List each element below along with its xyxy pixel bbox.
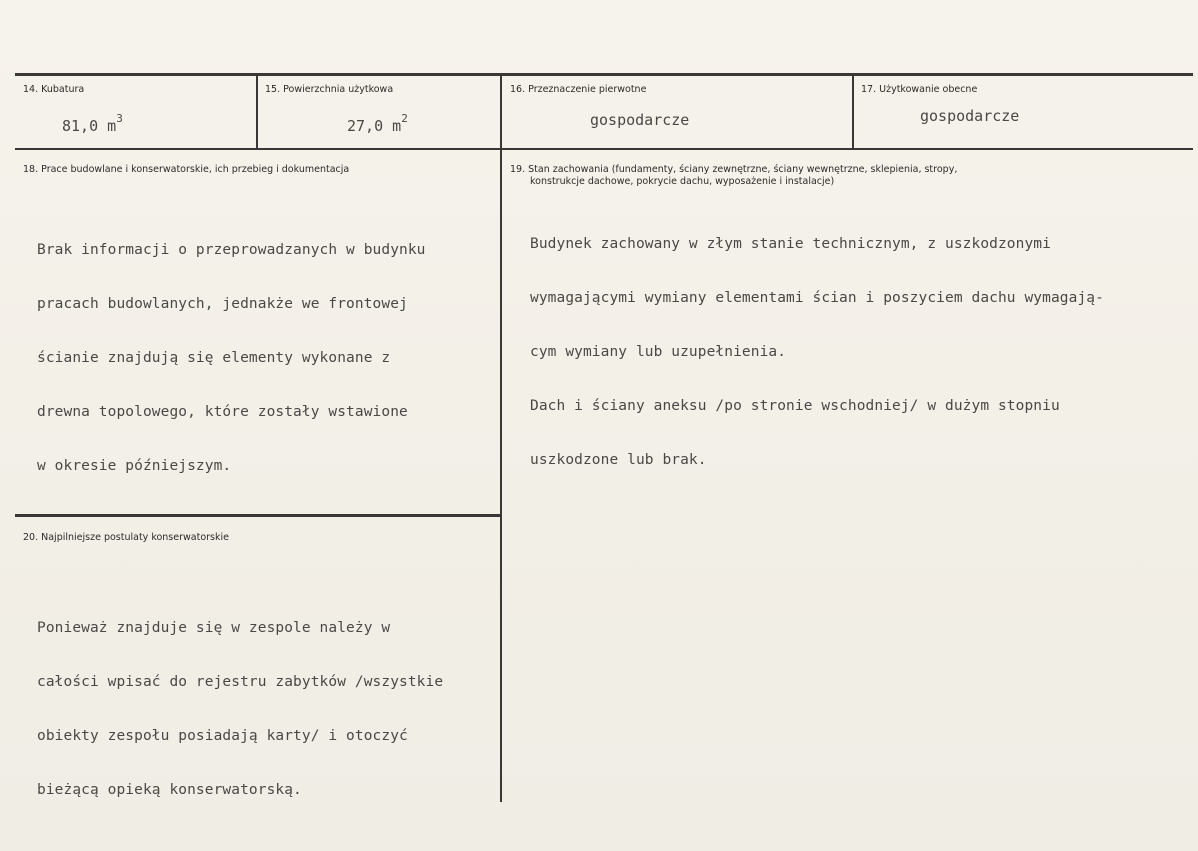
field-19-line: wymagającymi wymiany elementami ścian i poszyciem dachu wymagają- <box>530 290 1104 306</box>
divider-15-16 <box>500 76 502 802</box>
field-19-label-line: 19. Stan zachowania (fundamenty, ściany zewnętrzne, ściany wewnętrzne, sklepienia, stropy, <box>510 164 958 175</box>
field-16-label: 16. Przeznaczenie pierwotne <box>510 84 647 95</box>
field-18-line: ścianie znajdują się elementy wykonane z <box>37 350 391 366</box>
field-18-text <box>37 205 426 511</box>
field-14-label: 14. Kubatura <box>23 84 85 95</box>
field-15-number: 27,0 m <box>347 117 402 135</box>
field-20-line: obiekty zespołu posiadają karty/ i otoczyć <box>37 728 408 744</box>
top-rule <box>15 73 1193 76</box>
field-19-label-line: konstrukcje dachowe, pokrycie dachu, wyposażenie i instalacje) <box>530 176 835 187</box>
divider-16-17 <box>852 76 854 149</box>
divider-14-15 <box>256 76 258 149</box>
field-19-line: cym wymiany lub uzupełnienia. <box>530 344 787 360</box>
section-20-top-rule <box>15 514 500 517</box>
field-17-label: 17. Użytkowanie obecne <box>861 84 978 95</box>
field-14-value <box>62 112 123 135</box>
field-18-label: 18. Prace budowlane i konserwatorskie, ich przebieg i dokumentacja <box>23 164 350 175</box>
field-16-value: gospodarcze <box>590 111 690 129</box>
field-19-label <box>510 164 957 188</box>
field-18-line: w okresie późniejszym. <box>37 458 232 474</box>
field-20-line: bieżącą opieką konserwatorską. <box>37 782 302 798</box>
field-18-line: Brak informacji o przeprowadzanych w budynku <box>37 242 426 258</box>
field-15-exponent: 2 <box>401 112 408 125</box>
field-19-text <box>530 199 1104 505</box>
field-19-line: uszkodzone lub brak. <box>530 452 707 468</box>
field-20-line: całości wpisać do rejestru zabytków /wszystkie <box>37 674 444 690</box>
field-19-line: Budynek zachowany w złym stanie technicznym, z uszkodzonymi <box>530 236 1051 252</box>
row1-bottom-rule <box>15 148 1193 150</box>
field-20-line: Ponieważ znajduje się w zespole należy w <box>37 620 391 636</box>
field-15-label: 15. Powierzchnia użytkowa <box>265 84 394 95</box>
field-19-line: Dach i ściany aneksu /po stronie wschodniej/ w dużym stopniu <box>530 398 1060 414</box>
field-15-value <box>347 112 408 135</box>
field-20-text <box>37 583 443 835</box>
field-14-number: 81,0 m <box>62 117 117 135</box>
field-18-line: drewna topolowego, które zostały wstawione <box>37 404 408 420</box>
field-18-line: pracach budowlanych, jednakże we frontowej <box>37 296 408 312</box>
field-17-value: gospodarcze <box>920 107 1020 125</box>
field-20-label: 20. Najpilniejsze postulaty konserwatorskie <box>23 532 229 543</box>
field-14-exponent: 3 <box>116 112 123 125</box>
